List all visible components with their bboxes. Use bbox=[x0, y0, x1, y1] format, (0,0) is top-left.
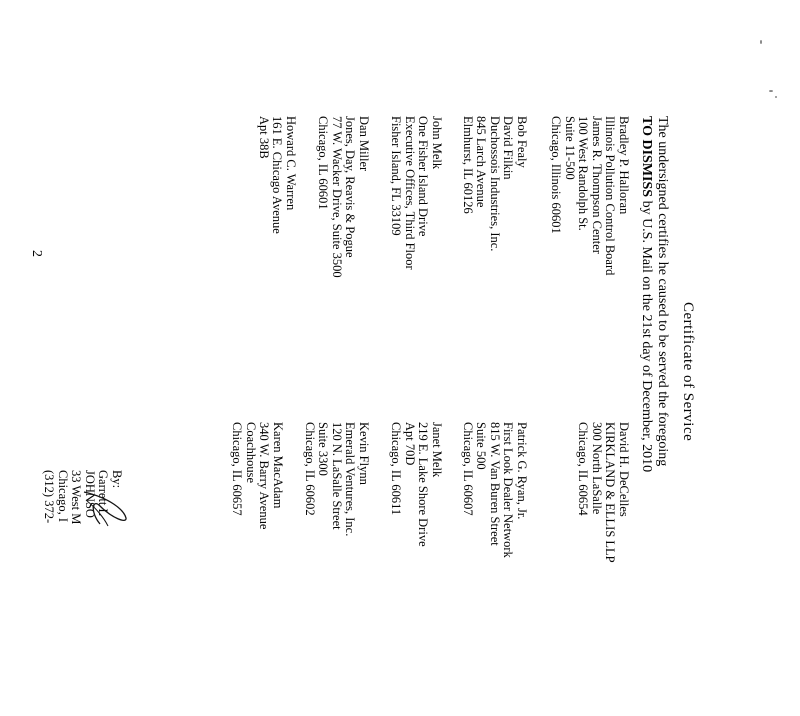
address-line: Jones, Day, Reavis & Pogue bbox=[343, 116, 358, 258]
address-line: 219 E. Lake Shore Drive bbox=[416, 422, 431, 547]
motion-name-bold: TO DISMISS bbox=[639, 116, 654, 198]
intro-line-2-rest: by U.S. Mail on the 21st day of December, 2010 bbox=[639, 197, 654, 473]
address-line: 300 North LaSalle bbox=[590, 422, 604, 515]
signature-line: JOHNSO bbox=[83, 470, 97, 518]
address-line: Duchossois Industries, Inc. bbox=[488, 116, 502, 252]
address-block-right-1 bbox=[576, 422, 630, 563]
address-block-left-5 bbox=[257, 116, 298, 234]
scan-speck bbox=[775, 96, 777, 98]
address-line: Karen MacAdam bbox=[271, 422, 285, 509]
address-line: Bradley P. Halloran bbox=[617, 116, 631, 215]
address-line: John Melk bbox=[430, 116, 444, 170]
address-block-left-2 bbox=[461, 116, 529, 251]
address-line: Chicago, IL 60602 bbox=[303, 422, 317, 516]
address-line: David Filkin bbox=[501, 116, 516, 180]
intro-line-1: The undersigned certifies he caused to be served the foregoing bbox=[655, 116, 670, 467]
certification-statement bbox=[638, 116, 670, 716]
address-line: Suite 3300 bbox=[316, 422, 331, 476]
address-line: Dan Miller bbox=[357, 116, 371, 172]
address-line: Executive Offices, Third Floor bbox=[403, 116, 417, 270]
document-title: Certificate of Service bbox=[680, 302, 696, 442]
scan-speck bbox=[760, 40, 762, 44]
signature-block bbox=[42, 470, 123, 524]
address-block-right-4 bbox=[303, 422, 371, 536]
signature-line: By: bbox=[110, 470, 124, 489]
address-block-right-3 bbox=[389, 422, 443, 547]
address-line: First Look Dealer Network bbox=[501, 422, 516, 558]
address-line: Suite 500 bbox=[474, 422, 489, 470]
address-block-right-2 bbox=[461, 422, 529, 558]
address-line: 845 Larch Avenue bbox=[474, 116, 489, 208]
address-line: Emerald Ventures, Inc. bbox=[343, 422, 358, 537]
address-line: Chicago, IL 60657 bbox=[230, 422, 245, 516]
signature-line: (312) 372- bbox=[42, 470, 57, 524]
address-line: Fisher Island, FL 33109 bbox=[389, 116, 404, 236]
address-line: Chicago, IL 60611 bbox=[389, 422, 404, 516]
signature-line: Garrett L bbox=[96, 470, 111, 517]
address-line: KIRKLAND & ELLIS LLP bbox=[603, 422, 618, 563]
address-line: Apt 70D bbox=[403, 422, 417, 466]
address-block-left-3 bbox=[389, 116, 443, 270]
address-line: Patrick G. Ryan, Jr. bbox=[515, 422, 529, 520]
address-line: David H. DeCelles bbox=[617, 422, 631, 517]
signature-line: 33 West M bbox=[69, 470, 84, 525]
address-line: Coachhouse bbox=[244, 422, 258, 484]
address-line: Bob Fealy bbox=[515, 116, 529, 168]
address-line: Chicago, IL 60607 bbox=[461, 422, 475, 516]
address-block-right-5 bbox=[230, 422, 284, 529]
address-line: One Fisher Island Drive bbox=[416, 116, 431, 237]
address-line: James R. Thompson Center bbox=[590, 116, 604, 254]
address-line: Suite 11-500 bbox=[563, 116, 577, 180]
address-line: Chicago, IL 60601 bbox=[316, 116, 331, 210]
address-line: Illinois Pollution Control Board bbox=[603, 116, 618, 276]
page-number: 2 bbox=[29, 250, 44, 257]
signature-line: Chicago, I bbox=[56, 470, 70, 523]
address-line: Howard C. Warren bbox=[284, 116, 298, 211]
address-line: 77 W. Wacker Drive, Suite 3500 bbox=[330, 116, 344, 278]
address-line: Janet Melk bbox=[430, 422, 444, 478]
intro-line-2 bbox=[638, 116, 654, 716]
address-line: Chicago, IL 60654 bbox=[576, 422, 591, 516]
address-line: 815 W. Van Buren Street bbox=[488, 422, 502, 546]
address-line: 120 N. LaSalle Street bbox=[330, 422, 344, 530]
address-line: 340 W. Barry Avenue bbox=[257, 422, 272, 530]
address-line: Apt 38B bbox=[257, 116, 271, 159]
address-line: Elmhurst, IL 60126 bbox=[461, 116, 475, 214]
address-line: 100 West Randolph St. bbox=[576, 116, 591, 231]
address-block-left-1 bbox=[549, 116, 630, 275]
address-block-left-4 bbox=[316, 116, 370, 278]
address-line: Kevin Flynn bbox=[357, 422, 371, 485]
address-line: 161 E. Chicago Avenue bbox=[270, 116, 285, 234]
scan-speck bbox=[769, 90, 773, 92]
address-line: Chicago, Illinois 60601 bbox=[549, 116, 564, 234]
